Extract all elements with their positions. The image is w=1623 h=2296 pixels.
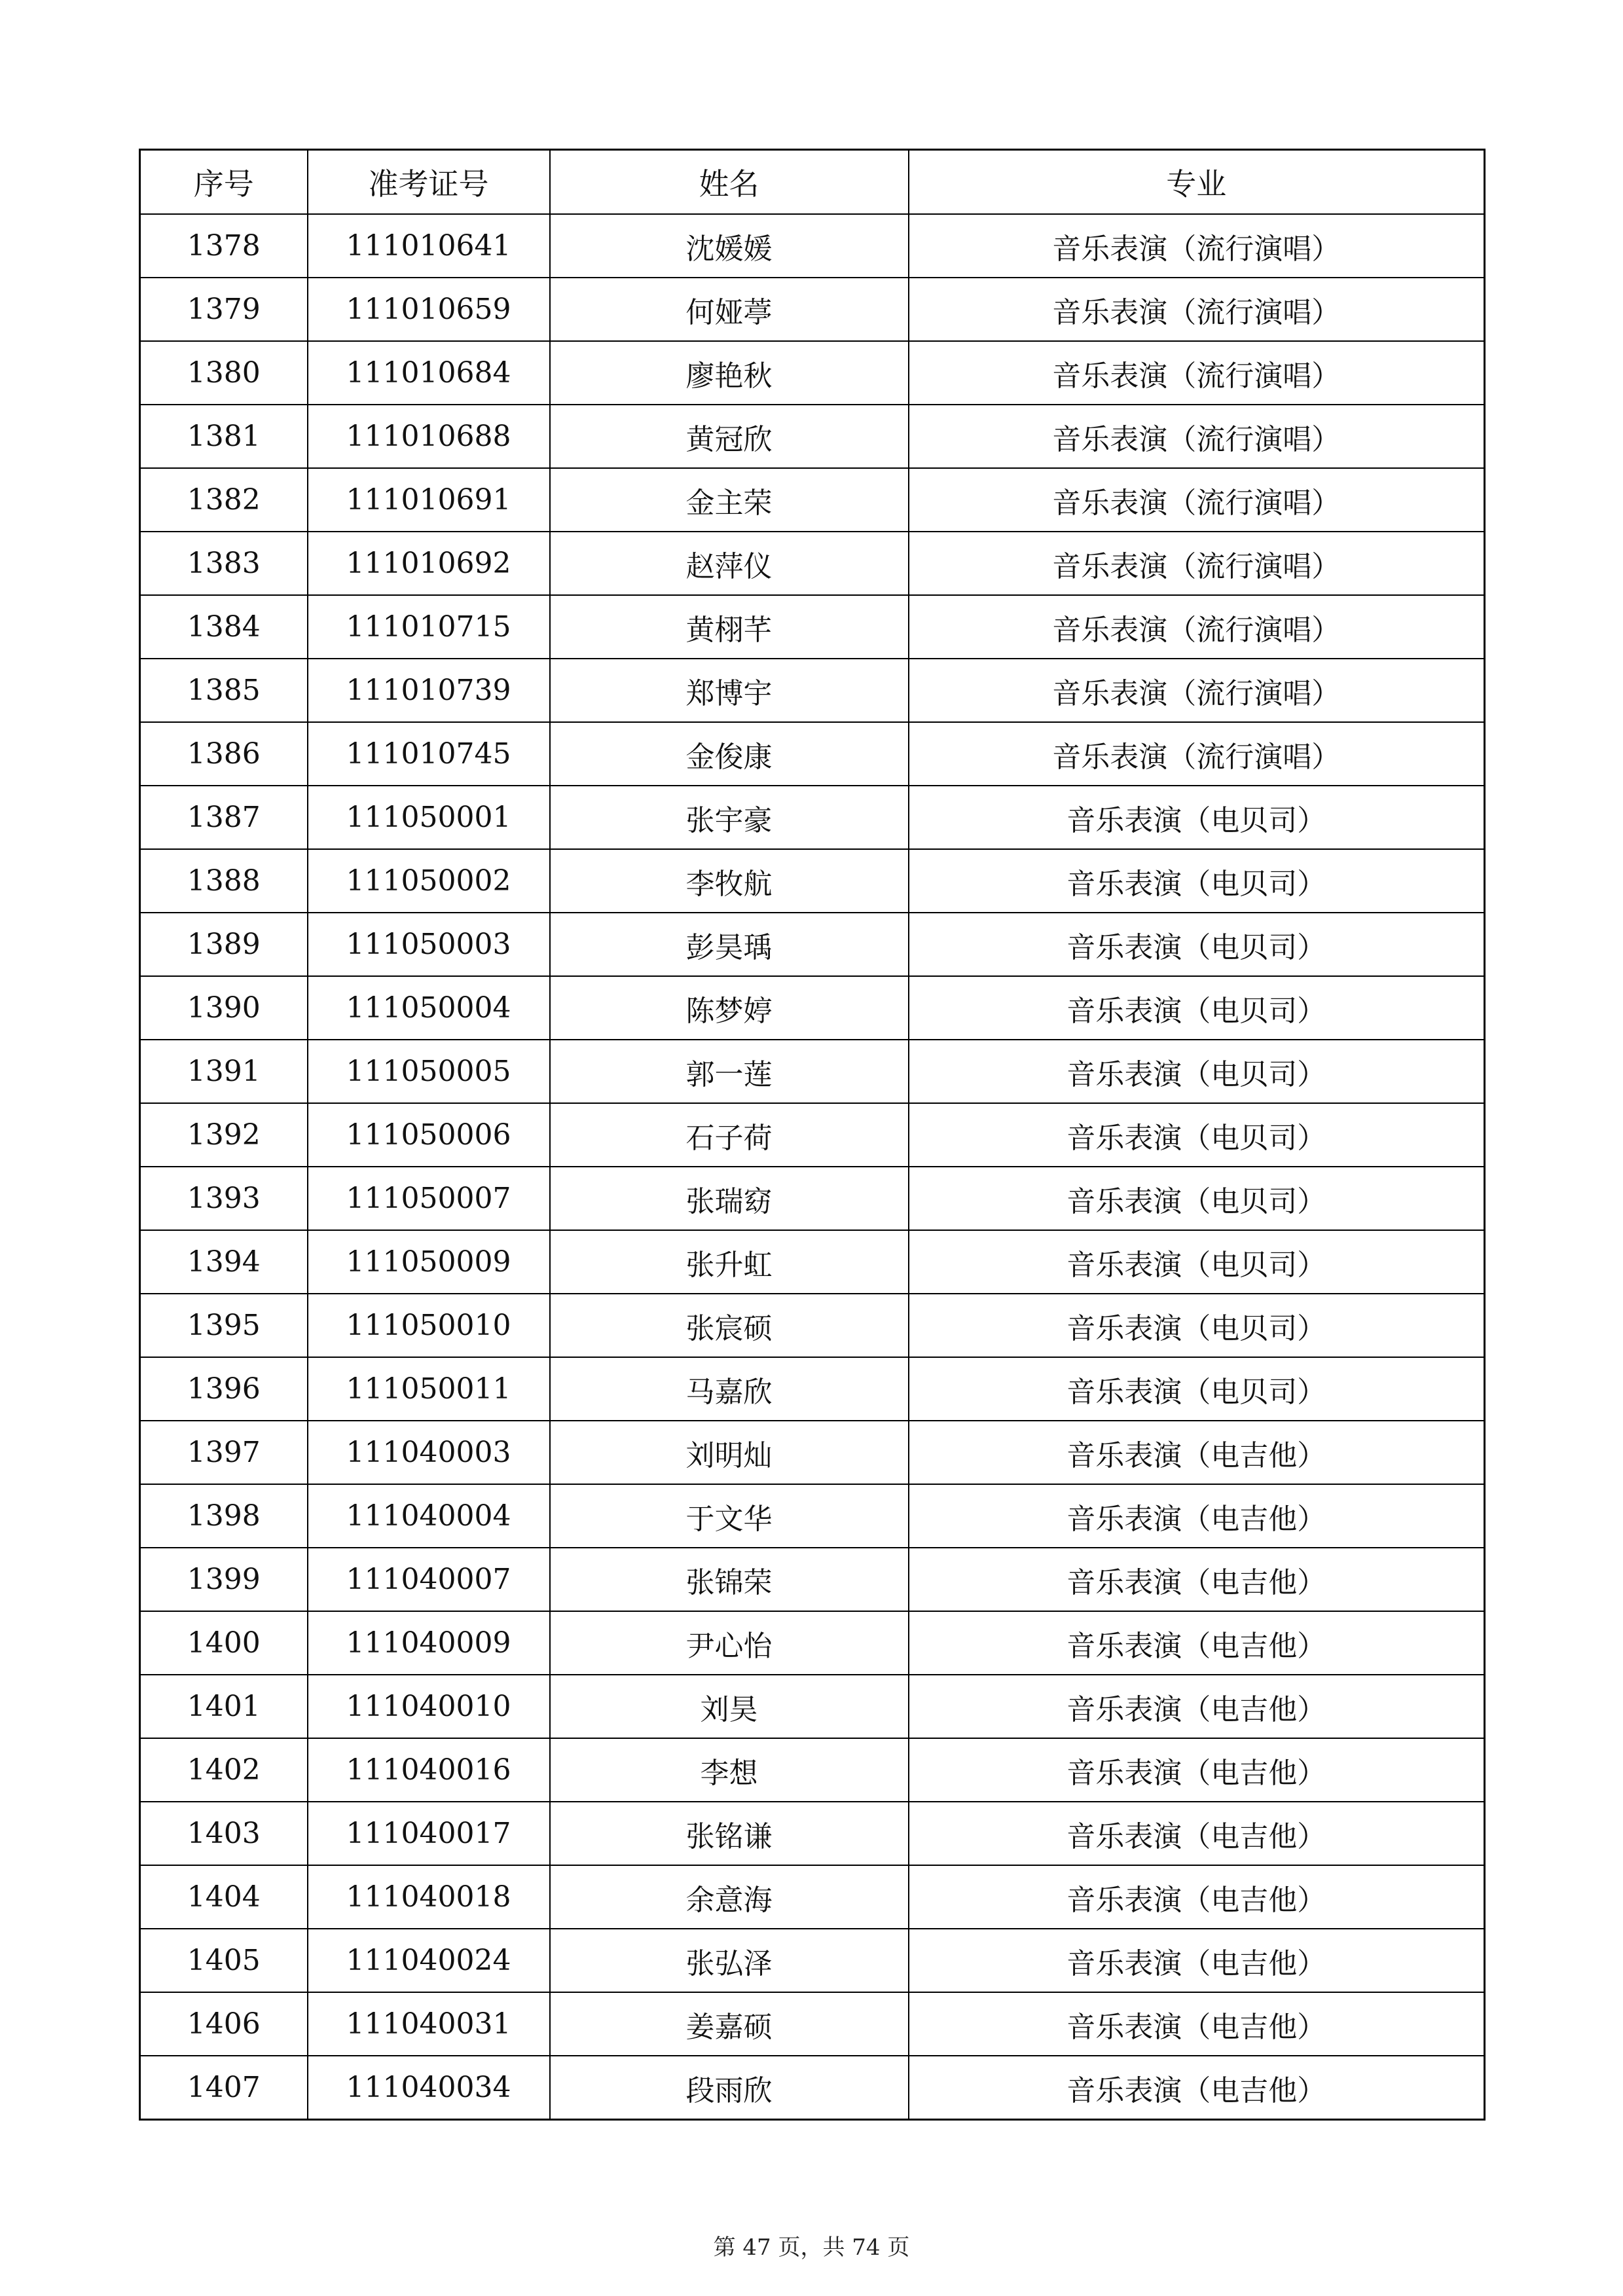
cell-seq: 1401 [140,1675,308,1738]
cell-name: 刘昊 [550,1675,909,1738]
cell-seq: 1382 [140,468,308,532]
cell-seq: 1384 [140,595,308,659]
table-row [140,1675,1485,1738]
table-row [140,405,1485,468]
cell-ticket-number: 111040031 [308,1992,550,2056]
cell-name: 廖艳秋 [550,341,909,405]
cell-ticket-number: 111040017 [308,1802,550,1865]
cell-seq: 1404 [140,1865,308,1929]
cell-ticket-number: 111040007 [308,1548,550,1611]
cell-major: 音乐表演（电贝司） [909,913,1485,976]
table-row [140,659,1485,722]
table-row [140,1357,1485,1421]
cell-major: 音乐表演（电贝司） [909,1040,1485,1103]
cell-ticket-number: 111050007 [308,1167,550,1230]
cell-ticket-number: 111050010 [308,1294,550,1357]
cell-name: 尹心怡 [550,1611,909,1675]
cell-name: 赵萍仪 [550,532,909,595]
cell-ticket-number: 111040010 [308,1675,550,1738]
cell-ticket-number: 111010684 [308,341,550,405]
cell-name: 张弘泽 [550,1929,909,1992]
cell-ticket-number: 111050001 [308,786,550,849]
cell-name: 刘明灿 [550,1421,909,1484]
cell-major: 音乐表演（流行演唱） [909,341,1485,405]
cell-major: 音乐表演（电吉他） [909,1548,1485,1611]
page-number: 第 47 页，共 74 页 [713,2234,910,2261]
cell-seq: 1379 [140,278,308,341]
cell-major: 音乐表演（电吉他） [909,1738,1485,1802]
cell-ticket-number: 111010659 [308,278,550,341]
cell-seq: 1388 [140,849,308,913]
cell-major: 音乐表演（电吉他） [909,1421,1485,1484]
cell-seq: 1393 [140,1167,308,1230]
cell-name: 张升虹 [550,1230,909,1294]
cell-name: 沈媛媛 [550,214,909,278]
table-row [140,1421,1485,1484]
cell-name: 黄冠欣 [550,405,909,468]
table-row [140,722,1485,786]
header-row [140,150,1485,215]
cell-major: 音乐表演（电贝司） [909,1230,1485,1294]
cell-ticket-number: 111040016 [308,1738,550,1802]
cell-name: 金主荣 [550,468,909,532]
table-row [140,341,1485,405]
cell-ticket-number: 111010688 [308,405,550,468]
cell-seq: 1399 [140,1548,308,1611]
table-row [140,1738,1485,1802]
header-seq: 序号 [140,150,308,215]
cell-ticket-number: 111010715 [308,595,550,659]
cell-major: 音乐表演（电吉他） [909,1675,1485,1738]
table-row [140,1167,1485,1230]
table-row [140,595,1485,659]
table-row [140,786,1485,849]
cell-seq: 1398 [140,1484,308,1548]
header-name: 姓名 [550,150,909,215]
cell-ticket-number: 111050006 [308,1103,550,1167]
cell-name: 段雨欣 [550,2056,909,2120]
cell-seq: 1392 [140,1103,308,1167]
cell-seq: 1396 [140,1357,308,1421]
cell-seq: 1405 [140,1929,308,1992]
table-row [140,849,1485,913]
cell-name: 黄栩芊 [550,595,909,659]
cell-name: 余意海 [550,1865,909,1929]
cell-name: 陈梦婷 [550,976,909,1040]
cell-major: 音乐表演（电吉他） [909,1611,1485,1675]
table-header [140,150,1485,215]
cell-ticket-number: 111050002 [308,849,550,913]
cell-name: 李想 [550,1738,909,1802]
cell-ticket-number: 111040018 [308,1865,550,1929]
cell-name: 张宇豪 [550,786,909,849]
header-ticket-number: 准考证号 [308,150,550,215]
cell-major: 音乐表演（电贝司） [909,786,1485,849]
cell-name: 石子荷 [550,1103,909,1167]
table-row [140,1992,1485,2056]
cell-major: 音乐表演（流行演唱） [909,468,1485,532]
cell-ticket-number: 111050011 [308,1357,550,1421]
table-row [140,913,1485,976]
cell-seq: 1389 [140,913,308,976]
cell-major: 音乐表演（电吉他） [909,2056,1485,2120]
cell-major: 音乐表演（电贝司） [909,1294,1485,1357]
table-row [140,1548,1485,1611]
cell-name: 郭一莲 [550,1040,909,1103]
cell-major: 音乐表演（流行演唱） [909,659,1485,722]
cell-ticket-number: 111050009 [308,1230,550,1294]
cell-seq: 1383 [140,532,308,595]
cell-major: 音乐表演（电贝司） [909,849,1485,913]
cell-name: 张铭谦 [550,1802,909,1865]
cell-seq: 1391 [140,1040,308,1103]
table-row [140,278,1485,341]
table-row [140,468,1485,532]
cell-seq: 1394 [140,1230,308,1294]
cell-seq: 1403 [140,1802,308,1865]
cell-ticket-number: 111040034 [308,2056,550,2120]
cell-major: 音乐表演（电贝司） [909,1357,1485,1421]
table-row [140,1484,1485,1548]
cell-major: 音乐表演（流行演唱） [909,405,1485,468]
cell-name: 马嘉欣 [550,1357,909,1421]
cell-ticket-number: 111050005 [308,1040,550,1103]
cell-seq: 1390 [140,976,308,1040]
admission-table [139,149,1486,2121]
cell-major: 音乐表演（电吉他） [909,1929,1485,1992]
table-row [140,1611,1485,1675]
cell-major: 音乐表演（电吉他） [909,1865,1485,1929]
cell-ticket-number: 111050003 [308,913,550,976]
table-row [140,1294,1485,1357]
cell-ticket-number: 111010641 [308,214,550,278]
cell-ticket-number: 111040003 [308,1421,550,1484]
cell-major: 音乐表演（流行演唱） [909,595,1485,659]
header-major: 专业 [909,150,1485,215]
cell-name: 金俊康 [550,722,909,786]
table-row [140,1865,1485,1929]
cell-seq: 1407 [140,2056,308,2120]
table-row [140,976,1485,1040]
cell-seq: 1406 [140,1992,308,2056]
table-row [140,1103,1485,1167]
cell-seq: 1387 [140,786,308,849]
cell-name: 姜嘉硕 [550,1992,909,2056]
cell-seq: 1395 [140,1294,308,1357]
cell-seq: 1381 [140,405,308,468]
cell-seq: 1378 [140,214,308,278]
cell-major: 音乐表演（电吉他） [909,1802,1485,1865]
cell-seq: 1400 [140,1611,308,1675]
table-row [140,1040,1485,1103]
cell-major: 音乐表演（流行演唱） [909,278,1485,341]
cell-ticket-number: 111010739 [308,659,550,722]
cell-ticket-number: 111050004 [308,976,550,1040]
cell-seq: 1402 [140,1738,308,1802]
table-row [140,1929,1485,1992]
cell-major: 音乐表演（电贝司） [909,1103,1485,1167]
cell-major: 音乐表演（电贝司） [909,1167,1485,1230]
cell-name: 于文华 [550,1484,909,1548]
cell-major: 音乐表演（流行演唱） [909,722,1485,786]
cell-name: 彭昊瑀 [550,913,909,976]
cell-name: 李牧航 [550,849,909,913]
cell-ticket-number: 111040009 [308,1611,550,1675]
cell-name: 郑博宇 [550,659,909,722]
table-row [140,214,1485,278]
table-row [140,1802,1485,1865]
table-body [140,214,1485,2120]
cell-major: 音乐表演（流行演唱） [909,532,1485,595]
cell-major: 音乐表演（流行演唱） [909,214,1485,278]
cell-name: 张瑞窈 [550,1167,909,1230]
cell-seq: 1397 [140,1421,308,1484]
table-row [140,2056,1485,2120]
table-row [140,532,1485,595]
cell-name: 张宸硕 [550,1294,909,1357]
table-row [140,1230,1485,1294]
cell-ticket-number: 111010745 [308,722,550,786]
cell-ticket-number: 111040004 [308,1484,550,1548]
cell-name: 张锦荣 [550,1548,909,1611]
cell-name: 何娅葶 [550,278,909,341]
cell-seq: 1385 [140,659,308,722]
cell-major: 音乐表演（电吉他） [909,1484,1485,1548]
cell-seq: 1386 [140,722,308,786]
cell-ticket-number: 111010692 [308,532,550,595]
cell-major: 音乐表演（电吉他） [909,1992,1485,2056]
cell-ticket-number: 111040024 [308,1929,550,1992]
cell-ticket-number: 111010691 [308,468,550,532]
cell-seq: 1380 [140,341,308,405]
cell-major: 音乐表演（电贝司） [909,976,1485,1040]
